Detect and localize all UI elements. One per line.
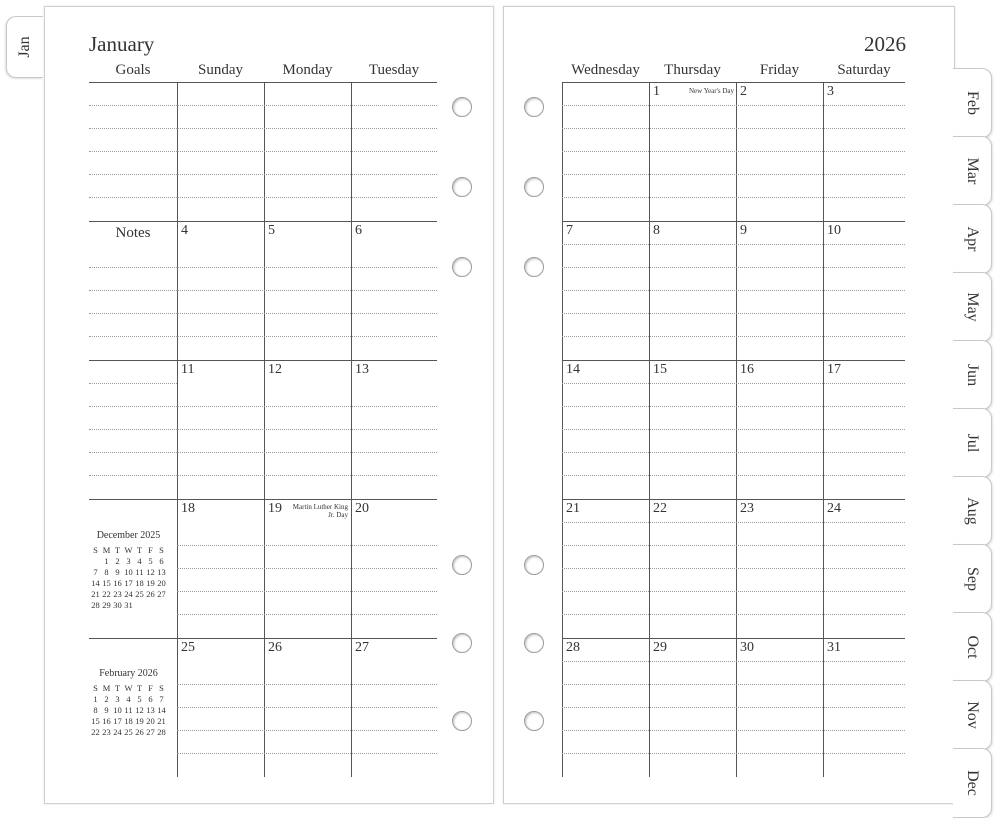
writing-line [562, 197, 905, 198]
writing-line [562, 128, 905, 129]
mini-date: 14 [157, 705, 166, 715]
binder-hole [524, 633, 544, 653]
weekday-initial: T [136, 683, 143, 693]
mini-calendar-table [90, 683, 167, 738]
column-header: Monday [282, 62, 333, 78]
date-number: 13 [355, 362, 369, 377]
mini-calendar [90, 530, 167, 611]
date-number: 23 [740, 501, 754, 516]
mini-date: 4 [126, 694, 131, 704]
holiday-label: Martin Luther King Jr. Day [292, 503, 348, 519]
writing-line [177, 336, 437, 337]
writing-line [177, 174, 437, 175]
column-header: Sunday [198, 62, 243, 78]
mini-date: 15 [102, 578, 111, 588]
mini-date: 19 [135, 716, 144, 726]
weekday-initial: T [136, 545, 143, 555]
weekday-initial: W [124, 683, 133, 693]
writing-line [177, 105, 437, 106]
writing-line [89, 290, 177, 291]
binder-hole [452, 711, 472, 731]
writing-line [177, 290, 437, 291]
date-number: 24 [827, 501, 841, 516]
mini-date: 25 [135, 589, 144, 599]
writing-line [89, 105, 177, 106]
binder-hole [524, 97, 544, 117]
writing-line [177, 568, 437, 569]
tab-month-label: Sep [964, 567, 981, 591]
tab-month-label: Oct [964, 635, 981, 659]
mini-date: 1 [104, 556, 109, 566]
weekday-initial: S [93, 545, 98, 555]
mini-date: 9 [104, 705, 109, 715]
mini-date: 25 [124, 727, 133, 737]
writing-line [562, 661, 905, 662]
writing-line [89, 267, 177, 268]
tab-month[interactable] [953, 748, 992, 818]
mini-date: 24 [124, 589, 133, 599]
mini-date: 7 [159, 694, 164, 704]
binder-hole [452, 97, 472, 117]
mini-date: 11 [135, 567, 144, 577]
mini-date: 27 [157, 589, 166, 599]
mini-date: 14 [91, 578, 100, 588]
header-rule [562, 82, 905, 83]
writing-line [562, 684, 905, 685]
mini-date: 2 [115, 556, 120, 566]
mini-date: 5 [137, 694, 142, 704]
mini-date: 2 [104, 694, 109, 704]
mini-date: 11 [124, 705, 133, 715]
mini-calendar-table [90, 545, 167, 611]
mini-date: 27 [146, 727, 155, 737]
mini-date: 24 [113, 727, 122, 737]
weekday-initial: F [148, 683, 153, 693]
mini-date: 3 [115, 694, 120, 704]
mini-date: 23 [113, 589, 122, 599]
tab-jan[interactable] [6, 16, 43, 78]
date-number: 8 [653, 223, 660, 238]
writing-line [562, 475, 905, 476]
column-header: Goals [115, 62, 151, 78]
mini-date: 6 [148, 694, 153, 704]
mini-date: 8 [93, 705, 98, 715]
writing-line [562, 244, 905, 245]
writing-line [562, 174, 905, 175]
writing-line [177, 267, 437, 268]
tab-month[interactable] [953, 340, 992, 410]
mini-date: 13 [146, 705, 155, 715]
writing-line [177, 707, 437, 708]
mini-date: 29 [102, 600, 111, 610]
writing-line [177, 545, 437, 546]
column-header: Wednesday [571, 62, 640, 78]
writing-line [562, 753, 905, 754]
writing-line [177, 475, 437, 476]
weekday-initial: S [93, 683, 98, 693]
date-number: 4 [181, 223, 188, 238]
date-number: 5 [268, 223, 275, 238]
tab-month-label: May [964, 292, 981, 322]
column-header: Friday [759, 62, 800, 78]
week-rule [562, 221, 905, 222]
date-number: 16 [740, 362, 754, 377]
writing-line [177, 591, 437, 592]
mini-date: 7 [93, 567, 98, 577]
tab-month[interactable] [953, 68, 992, 138]
date-number: 25 [181, 640, 195, 655]
date-number: 26 [268, 640, 282, 655]
tab-month-label: Feb [964, 91, 981, 115]
mini-date: 10 [124, 567, 133, 577]
mini-calendar [90, 668, 167, 738]
mini-calendar-title: February 2026 [99, 668, 158, 679]
tab-month-label: Jul [964, 433, 981, 453]
writing-line [562, 522, 905, 523]
writing-line [562, 591, 905, 592]
mini-date: 23 [102, 727, 111, 737]
date-number: 18 [181, 501, 195, 516]
week-rule [562, 499, 905, 500]
writing-line [562, 336, 905, 337]
writing-line [89, 452, 177, 453]
date-number: 21 [566, 501, 580, 516]
writing-line [89, 475, 177, 476]
writing-line [177, 197, 437, 198]
mini-date: 1 [93, 694, 98, 704]
tab-month[interactable] [953, 680, 992, 750]
date-number: 10 [827, 223, 841, 238]
mini-date [145, 600, 156, 611]
writing-line [562, 545, 905, 546]
tab-month-label: Jun [964, 363, 981, 387]
binder-hole [524, 177, 544, 197]
date-number: 17 [827, 362, 841, 377]
mini-date: 20 [157, 578, 166, 588]
week-rule [562, 638, 905, 639]
writing-line [562, 383, 905, 384]
binder-hole [524, 711, 544, 731]
binder-hole [452, 633, 472, 653]
writing-line [562, 267, 905, 268]
mini-date: 22 [102, 589, 111, 599]
date-number: 28 [566, 640, 580, 655]
date-number: 27 [355, 640, 369, 655]
week-rule [89, 360, 437, 361]
holiday-label: New Year's Day [688, 87, 734, 95]
weekday-initial: W [124, 545, 133, 555]
writing-line [562, 429, 905, 430]
mini-date: 17 [113, 716, 122, 726]
writing-line [177, 128, 437, 129]
weekday-initial: S [159, 683, 164, 693]
date-number: 2 [740, 84, 747, 99]
tab-month[interactable] [953, 136, 992, 206]
tab-month[interactable] [953, 544, 992, 614]
mini-date: 21 [157, 716, 166, 726]
header-rule [89, 82, 437, 83]
mini-date: 20 [146, 716, 155, 726]
date-number: 29 [653, 640, 667, 655]
mini-date: 28 [91, 600, 100, 610]
writing-line [562, 290, 905, 291]
weekday-initial: M [102, 545, 111, 555]
mini-calendar-title: December 2025 [96, 530, 161, 541]
mini-date: 12 [135, 705, 144, 715]
mini-date: 9 [115, 567, 120, 577]
date-number: 12 [268, 362, 282, 377]
writing-line [89, 383, 177, 384]
writing-line [562, 105, 905, 106]
writing-line [562, 452, 905, 453]
mini-date [134, 600, 145, 611]
tab-month-label: Apr [964, 226, 981, 252]
date-number: 6 [355, 223, 362, 238]
tab-month-label: Dec [964, 770, 981, 796]
mini-date: 22 [91, 727, 100, 737]
writing-line [89, 406, 177, 407]
writing-line [562, 151, 905, 152]
tab-month[interactable] [953, 408, 992, 478]
tab-month-label: Aug [964, 497, 981, 525]
writing-line [89, 336, 177, 337]
week-rule [562, 360, 905, 361]
week-rule [89, 221, 437, 222]
mini-date: 6 [159, 556, 164, 566]
date-number: 22 [653, 501, 667, 516]
mini-date: 18 [124, 716, 133, 726]
mini-date: 13 [157, 567, 166, 577]
writing-line [177, 753, 437, 754]
binder-hole [524, 257, 544, 277]
mini-date: 18 [135, 578, 144, 588]
writing-line [177, 684, 437, 685]
mini-date: 30 [113, 600, 122, 610]
date-number: 15 [653, 362, 667, 377]
binder-hole [452, 177, 472, 197]
date-number: 19 [268, 501, 282, 516]
writing-line [562, 406, 905, 407]
writing-line [562, 707, 905, 708]
mini-date: 16 [113, 578, 122, 588]
mini-date [90, 556, 101, 567]
date-number: 3 [827, 84, 834, 99]
year-title: 2026 [864, 32, 906, 56]
column-header: Thursday [664, 62, 721, 78]
writing-line [89, 174, 177, 175]
column-header: Saturday [837, 62, 891, 78]
weekday-initial: T [114, 545, 121, 555]
date-number: 31 [827, 640, 841, 655]
binder-hole [452, 257, 472, 277]
tab-month[interactable] [953, 204, 992, 274]
date-number: 20 [355, 501, 369, 516]
binder-hole [524, 555, 544, 575]
mini-date: 15 [91, 716, 100, 726]
mini-date: 26 [146, 589, 155, 599]
writing-line [89, 313, 177, 314]
tab-month[interactable] [953, 612, 992, 682]
writing-line [89, 128, 177, 129]
writing-line [562, 730, 905, 731]
weekday-initial: F [148, 545, 153, 555]
writing-line [177, 730, 437, 731]
mini-date [156, 600, 167, 611]
notes-label: Notes [115, 225, 151, 241]
tab-month-label: Nov [964, 701, 981, 729]
mini-date: 10 [113, 705, 122, 715]
mini-date: 21 [91, 589, 100, 599]
weekday-initial: M [102, 683, 111, 693]
date-number: 11 [181, 362, 195, 377]
week-rule [89, 499, 437, 500]
date-number: 1 [653, 84, 660, 99]
column-header: Tuesday [368, 62, 420, 78]
mini-date: 5 [148, 556, 153, 566]
writing-line [177, 614, 437, 615]
mini-date: 26 [135, 727, 144, 737]
writing-line [89, 429, 177, 430]
tab-jan-label: Jan [16, 36, 33, 58]
writing-line [177, 151, 437, 152]
writing-line [562, 614, 905, 615]
week-rule [89, 638, 437, 639]
weekday-initial: T [114, 683, 121, 693]
writing-line [89, 151, 177, 152]
writing-line [562, 313, 905, 314]
mini-date: 31 [124, 600, 133, 610]
writing-line [177, 406, 437, 407]
date-number: 14 [566, 362, 580, 377]
writing-line [562, 568, 905, 569]
tab-month[interactable] [953, 272, 992, 342]
mini-date: 4 [137, 556, 142, 566]
date-number: 30 [740, 640, 754, 655]
writing-line [89, 197, 177, 198]
mini-date: 16 [102, 716, 111, 726]
mini-date: 8 [104, 567, 109, 577]
weekday-initial: S [159, 545, 164, 555]
tab-month[interactable] [953, 476, 992, 546]
binder-hole [452, 555, 472, 575]
mini-date: 19 [146, 578, 155, 588]
mini-date: 3 [126, 556, 131, 566]
writing-line [177, 429, 437, 430]
date-number: 9 [740, 223, 747, 238]
tab-month-label: Mar [964, 157, 981, 185]
mini-date: 28 [157, 727, 166, 737]
writing-line [177, 452, 437, 453]
writing-line [177, 313, 437, 314]
date-number: 7 [566, 223, 573, 238]
mini-date: 17 [124, 578, 133, 588]
month-title: January [89, 32, 155, 56]
mini-date: 12 [146, 567, 155, 577]
